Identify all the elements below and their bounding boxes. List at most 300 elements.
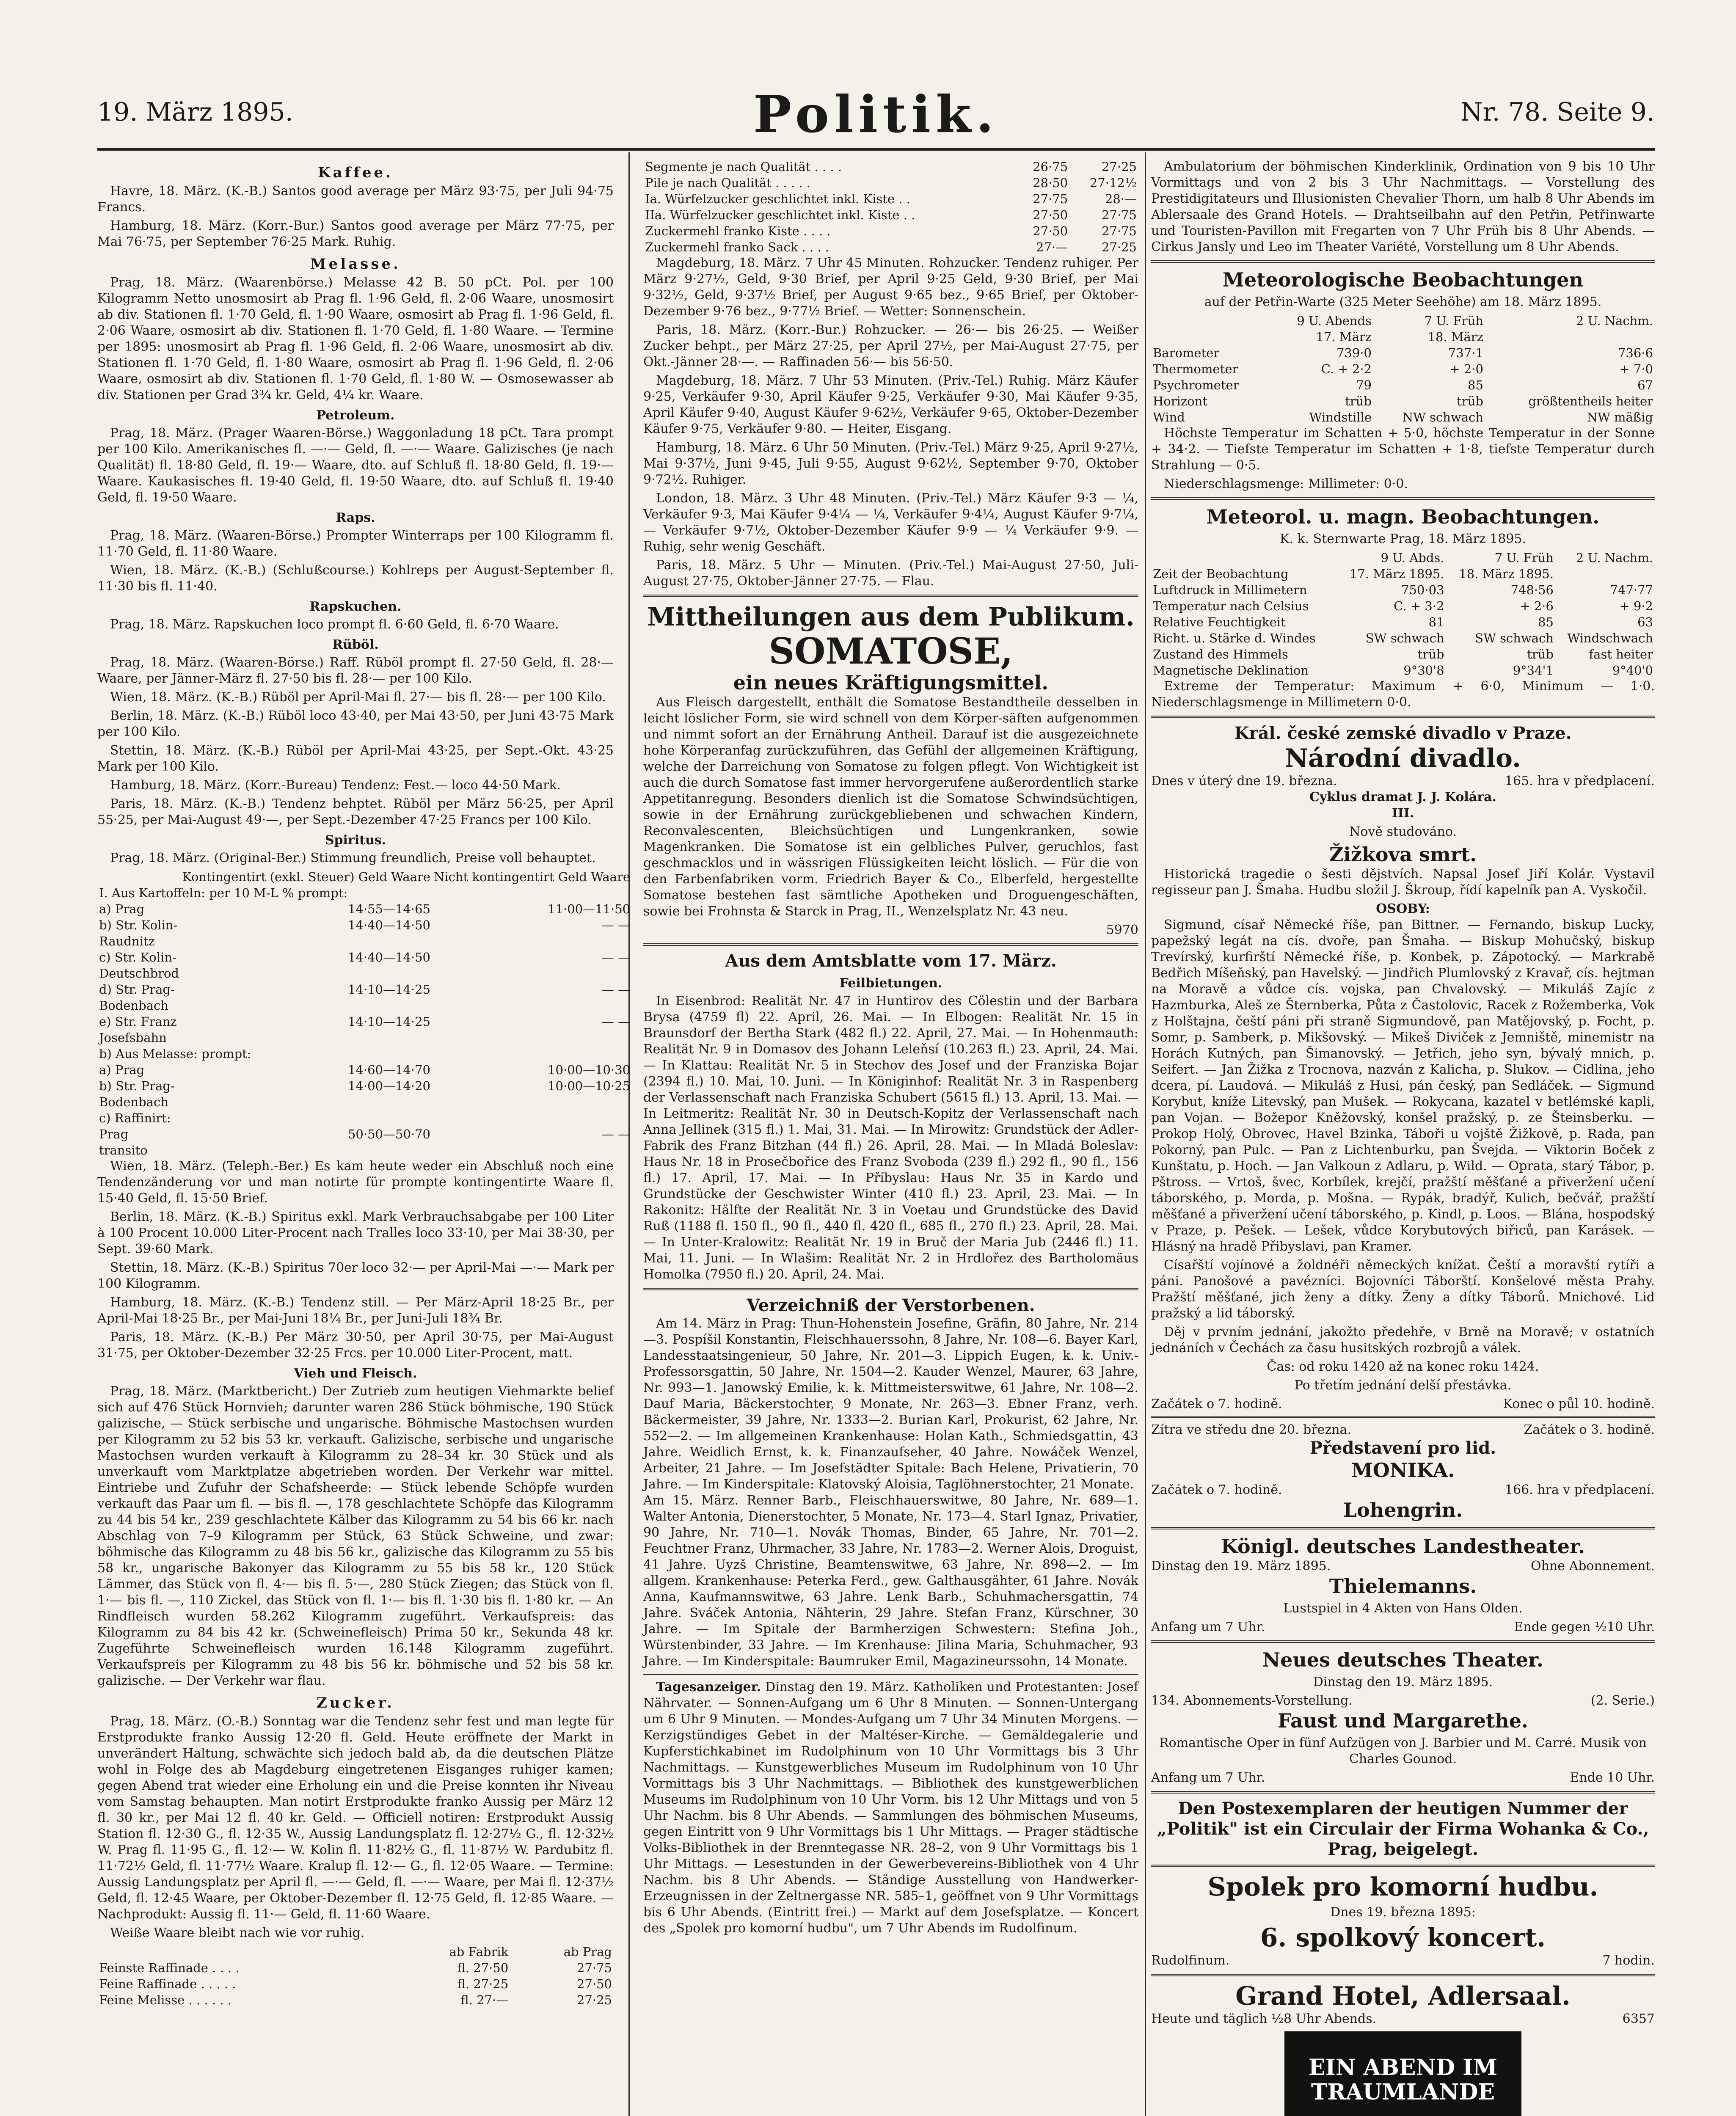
petroleum-section xyxy=(97,425,614,506)
paragraph: Weiße Waare bleibt nach wie vor ruhig. xyxy=(110,1926,365,1940)
narodni-subscription2: 166. hra v předplacení. xyxy=(1505,1482,1655,1497)
narodni-lohengrin: Lohengrin. xyxy=(1343,1499,1463,1521)
table-row xyxy=(97,1992,614,2008)
table-row xyxy=(97,1960,614,1976)
table-cell: 27·12½ xyxy=(1089,176,1137,190)
paragraph: Stettin, 18. März. (K.-B.) Rüböl per April-Mai 43·25, per Sept.-Okt. 43·25 Mark per 100 Kilo. xyxy=(97,743,614,774)
spolek-line xyxy=(1151,1953,1655,1969)
divider xyxy=(1151,497,1655,500)
table-cell: 14·40—14·50 xyxy=(347,950,431,964)
paragraph: Paris, 18. März. 5 Uhr — Minuten. (Priv.-Tel.) Mai-August 27·50, Juli-August 27·75, Oktober-Jänner 27·75. — Flau. xyxy=(643,558,1138,589)
table-cell: 748·56 xyxy=(1510,583,1554,597)
table-cell: fl. 27·25 xyxy=(457,1977,509,1991)
column-weather-theatre xyxy=(1151,159,1655,2116)
table-cell: 14·55—14·65 xyxy=(347,902,431,916)
tagesanzeiger-cont: Ambulatorium der böhmischen Kinderklinik, Ordination von 9 bis 10 Uhr Vormittags und von 2 bis 3 Uhr Nachmittags. — Vorstellung des Prestidigitateurs und Illusionisten Chevalier Thorn, um halb 8 Uhr Abends im Ablersaale des Grand Hotels. — Drahtseilbahn auf den Petřin, Petřinwarte und Touristen-Pavillon mit Fregarten von 7 Uhr Früh bis 8 Uhr Abends. — Cirkus Jansly und Leo im Theater Variété, Vorstellung um 8 Uhr Abends. xyxy=(1151,159,1655,254)
spiritus-table xyxy=(97,869,632,1158)
table-cell: 11·00—11·50 xyxy=(548,902,631,916)
table-cell: — — xyxy=(601,982,631,997)
landestheater-start: Anfang um 7 Uhr. xyxy=(1151,1620,1265,1634)
feilbietungen-title: Feilbietungen. xyxy=(839,976,942,991)
table-cell: Richt. u. Stärke d. Windes xyxy=(1153,631,1316,645)
table-cell: SW schwach xyxy=(1475,631,1554,645)
table-cell: d) Str. Prag-Bodenbach xyxy=(99,982,175,1013)
divider xyxy=(1151,1865,1655,1867)
table-cell: Pile je nach Qualität . . . . . xyxy=(645,176,810,190)
table-cell: 14·00—14·20 xyxy=(347,1079,431,1093)
table-cell: C. + 2·2 xyxy=(1321,362,1372,376)
table-row xyxy=(643,207,1138,223)
traumlande-banner: EIN ABEND IM TRAUMLANDE xyxy=(1284,2031,1521,2116)
grand-hotel-line xyxy=(1151,2011,1655,2027)
zucker-rows-cont xyxy=(643,159,1138,255)
table-cell: Magnetische Deklination xyxy=(1153,663,1309,678)
table-cell: Ia. Würfelzucker geschlichtet inkl. Kiste . . xyxy=(645,192,910,206)
landestheater-abonnement: Ohne Abonnement. xyxy=(1531,1559,1655,1573)
table-cell: 63 xyxy=(1637,615,1653,629)
table-cell: I. Aus Kartoffeln: per 10 M-L % prompt: xyxy=(99,886,348,900)
table-cell: 85 xyxy=(1468,378,1483,392)
tagesanzeiger-title: Tagesanzeiger. xyxy=(656,1680,761,1694)
table-cell: Zustand des Himmels xyxy=(1153,647,1288,661)
table-cell: C. + 3·2 xyxy=(1394,599,1444,613)
table-header-row xyxy=(97,869,632,885)
divider xyxy=(1151,1640,1655,1643)
table-cell: Barometer xyxy=(1153,346,1220,360)
narodni-cast-extra: Císařští vojínové a žoldnéři německých knížat. Čeští a moravští rytíři a páni. Panošové a pavézníci. Bojovníci Táborští. Konšelové města Prahy. Pražští měšťané, jich ženy a dítky. Ženy a dítky Táborů. Mnichové. Lid pražský a lid táborský. xyxy=(1151,1258,1655,1321)
spolek-date: Dnes 19. března 1895: xyxy=(1330,1905,1476,1920)
table-cell: Windstille xyxy=(1309,410,1372,424)
table-cell: Feinste Raffinade . . . . xyxy=(99,1961,240,1975)
table-cell: — — xyxy=(601,918,631,932)
table-row xyxy=(1151,614,1655,630)
landestheater-date: Dinstag den 19. März 1895. xyxy=(1151,1559,1331,1573)
narodni-osoby: OSOBY: xyxy=(1376,901,1430,916)
table-row xyxy=(97,1110,632,1126)
table-cell: 18. März 1895. xyxy=(1459,567,1554,581)
table-cell: Zeit der Beobachtung xyxy=(1153,567,1289,581)
issue-date: 19. März 1895. xyxy=(97,97,293,127)
table-cell: 747·77 xyxy=(1610,583,1653,597)
verstorbene-text: Am 14. März in Prag: Thun-Hohenstein Josefine, Gräfin, 80 Jahre, Nr. 214—3. Pospíšil Konstantin, Fleischhauerssohn, 8 Jahre, Nr. 108—6. Bayer Karl, Landesstaatsingenieur, 50 Jahre, Nr. 201—3. Lippich Eugen, k. k. Univ.-Professorsgattin, 50 Jahre, Nr. 1504—2. Kauder Wenzel, Maurer, 63 Jahre, Nr. 993—1. Janowský Emilie, k. k. Mittmeisterswitwe, 61 Jahre, Nr. 108—2. Dauf Maria, Bäckerstochter, 9 Monate, Nr. 263—3. Ebner Franz, verh. Bäckermeister, 39 Jahre, Nr. 1333—2. Burian Karl, Prokurist, 62 Jahre, Nr. 552—2. — Im allgemeinen Krankenhause: Holan Kath., Schmiedsgattin, 43 Jahre. Weidlich Ernst, k. k. Finanzaufseher, 40 Jahre. Nowáček Wenzel, Arbeiter, 21 Jahre. — Im Josefstädter Spitale: Bach Helene, Privatierin, 70 Jahre. — Im Kinderspitale: Klatovský Aloisia, Taglöhnerstochter, 21 Monate. Am 15. März. Renner Barb., Fleischhauerswitwe, 80 Jahre, Nr. 689—1. Walter Antonia, Dienerstochter, 5 Monate, Nr. 173—4. Starl Ignaz, Privatier, 90 Jahre, Nr. 710—1. Novák Thomas, Binder, 65 Jahre, Nr. 701—2. Feuchtner Franz, Uhrmacher, 33 Jahre, Nr. 1783—2. Werner Alois, Droguist, 41 Jahre. Uyzš Christine, Beamtenswitwe, 63 Jahre, Nr. 898—2. — Im allgem. Krankenhause: Peterka Ferd., gew. Galthausgähter, 61 Jahre. Novák Anna, Kaufmannswitwe, 63 Jahre. Lenk Barb., Schuhmachersgattin, 74 Jahre. Sváček Antonia, Nähterin, 29 Jahre. Stefan Franz, Kürschner, 30 Jahre. — Im Spitale der Barmherzigen Schwestern: Stefina Joh., Würstenbinder, 33 Jahre. — Im Krenhause: Jilina Maria, Schuhmacher, 93 Jahre. — Im Kinderspitale: Baumruker Emil, Magazineurssohn, 14 Monate. xyxy=(643,1316,1138,1669)
paragraph: Stettin, 18. März. (K.-B.) Spiritus 70er loco 32·— per April-Mai —·— Mark per 100 Kilogramm. xyxy=(97,1260,614,1291)
table-row xyxy=(1151,393,1655,409)
table-cell xyxy=(1485,329,1655,345)
table-cell: 27·75 xyxy=(1033,192,1068,206)
paragraph: Havre, 18. März. (K.-B.) Santos good average per März 93·75, per Juli 94·75 Francs. xyxy=(97,184,614,215)
issue-number: Nr. 78. Seite 9. xyxy=(1460,97,1655,127)
table-cell xyxy=(1151,550,1336,566)
table-cell: a) Prag xyxy=(99,1063,145,1077)
paragraph: Prag, 18. März. (Marktbericht.) Der Zutrieb zum heutigen Viehmarkte belief sich auf 476 Stück Hornvieh; darunter waren 286 Stück böhmische, 190 Stück galizische, — Stück serbische und ungarische. Böhmische Mastochsen wurden per Kilogramm zu 52 bis 53 kr. verkauft. Galizische, serbische und ungarische Mastochsen wurden verkauft à Kilogramm zu 28–34 kr. 30 Stück und als unverkauft vom Marktplatze abgetrieben worden. Der Verkehr war mittel. Eintriebe und Zufuhr der Schafsheerde: — Stück lebende Schöpfe wurden verkauft das Paar um fl. — bis fl. —, 178 geschlachtete Schöpfe das Kilogramm zu 44 bis 54 kr., 239 geschlachtete Kälber das Kilogramm zu 54 bis 66 kr. nach Abschlag von 7–9 Kilogramm per Stück, 63 Stück Schweine, und zwar: böhmische das Kilogramm zu 48 bis 56 kr., galizische das Kilogramm zu 55 bis 58 kr., ungarische Bakonyer das Kilogramm zu 55 bis 58 kr., 120 Stück Lämmer, das Stück von fl. 4·— bis fl. 5·—, 280 Stück Ziegen; das Stück von fl. 1·— bis fl. —, 110 Zickel, das Stück von fl. 1·— bis fl. 1·30 bis fl. 1·80 kr. — An Rindfleisch wurden 58.262 Kilogramm zugeführt. Verkaufspreis: das Kilogramm zu 84 bis 42 kr. (Schweinefleisch) Prima 50 kr., Sekunda 48 kr. Zugeführte Schweinefleisch wurden 16.148 Kilogramm zugeführt. Verkaufspreis per Kilogramm zu 48 bis 56 kr. böhmische und 52 bis 58 kr. galizische. — Der Verkehr war flau. xyxy=(97,1384,614,1688)
tagesanzeiger-text: Dinstag den 19. März. Katholiken und Protestanten: Josef Nährvater. — Sonnen-Aufgang um 6 Uhr 8 Minuten. — Sonnen-Untergang um 6 Uhr 9 Minuten. — Mondes-Aufgang um 7 Uhr 34 Minuten Morgens. — Kerzigstündiges Gebet in der Maltéser-Kirche. — Gemäldegalerie und Kupferstichkabinet im Rudolphinum von 10 Uhr Vormittags bis 3 Uhr Nachmittags. — Kunstgewerbliches Museum im Rudolphinum von 10 Uhr Vormittags bis 3 Uhr Nachmittags. — Bibliothek des kunstgewerblichen Museums im Rudolphinum von 10 Uhr Vorm. bis 12 Uhr Mittags und von 5 Uhr Nachm. bis 8 Uhr Abends. — Sammlungen des böhmischen Museums, gegen Eintritt von 9 Uhr Vormittags bis 1 Uhr Mittags. — Prager städtische Volks-Bibliothek in der Brenntegasse NR. 28–2, von 9 Uhr Vormittags bis 1 Uhr Mittags. — Lesestunden in der Gewerbevereins-Bibliothek von 4 Uhr Nachm. bis 8 Uhr Abends. — Ständige Ausstellung von Handwerker-Erzeugnissen in der Zeltnergasse NR. 585–1, geöffnet von 9 Uhr Vormittags bis 6 Uhr Abends. (Eintritt frei.) — Markt auf dem Josefsplatze. — Koncert des „Spolek pro komorní hudbu", um 7 Uhr Abends im Rudolfinum. xyxy=(643,1680,1138,1936)
meteorology-table xyxy=(1151,313,1655,425)
table-cell: NW mäßig xyxy=(1587,410,1653,424)
landestheater-desc: Lustspiel in 4 Akten von Hans Olden. xyxy=(1283,1601,1523,1616)
table-cell: 2 U. Nachm. xyxy=(1576,551,1653,565)
paragraph: Hamburg, 18. März. 6 Uhr 50 Minuten. (Priv.-Tel.) März 9·25, April 9·27½, Mai 9·37½, Juni 9·45, Juli 9·55, August 9·62½, September 9·70, Oktober 9·72½. Ruhiger. xyxy=(643,440,1138,487)
table-cell: trüb xyxy=(1457,394,1483,408)
table-cell: 18. März xyxy=(1427,330,1483,344)
neues-theater-end: Ende 10 Uhr. xyxy=(1570,1770,1655,1785)
table-cell: + 9·2 xyxy=(1619,599,1653,613)
table-cell: SW schwach xyxy=(1365,631,1444,645)
table-header-row xyxy=(97,1944,614,1960)
table-cell: 14·60—14·70 xyxy=(347,1063,431,1077)
table-cell: 14·10—14·25 xyxy=(347,982,431,997)
paragraph: Paris, 18. März. (K.-B.) Per März 30·50, per April 30·75, per Mai-August 31·75, per Oktober-Dezember 32·25 Frcs. per 10.000 Liter-Procent, matt. xyxy=(97,1330,614,1361)
table-cell: 750·03 xyxy=(1401,583,1444,597)
paragraph: Hamburg, 18. März. (Korr.-Bur.) Santos good average per März 77·75, per Mai 76·75, per September 76·25 Mark. Ruhig. xyxy=(97,218,614,249)
spolek-title: Spolek pro komorní hudbu. xyxy=(1207,1872,1598,1902)
table-cell: trüb xyxy=(1345,394,1372,408)
table-row xyxy=(643,223,1138,239)
table-cell: 9°40'0 xyxy=(1612,663,1653,678)
table-cell: 9°34'1 xyxy=(1513,663,1554,678)
grand-hotel-num: 6357 xyxy=(1622,2011,1655,2026)
table-cell: 10·00—10·25 xyxy=(548,1079,631,1093)
meteorology-rows xyxy=(1151,345,1655,425)
narodni-cycle: Cyklus dramat J. J. Kolára. xyxy=(1309,790,1496,805)
paragraph: Hamburg, 18. März. (K.-B.) Tendenz still. — Per März-April 18·25 Br., per April-Mai 18·25 Br., per Mai-Juni 18¼ Br., per Juni-Juli 18¾ Br. xyxy=(97,1295,614,1326)
table-cell: Feine Raffinade . . . . . xyxy=(99,1977,236,1991)
section-title-vieh: Vieh und Fleisch. xyxy=(294,1366,417,1381)
table-cell: Windschwach xyxy=(1567,631,1653,645)
spiritus-rows-melasse xyxy=(97,1062,632,1110)
table-cell: c) Raffinirt: xyxy=(99,1111,171,1125)
paragraph: Paris, 18. März. (Korr.-Bur.) Rohzucker. — 26·— bis 26·25. — Weißer Zucker behpt., per März 27·25, per April 27½, per Mai-August 27·75, per Okt.-Jänner 28·—. — Raffinaden 56·— bis 56·50. xyxy=(643,322,1138,369)
paragraph: Prag, 18. März. (Waaren-Börse.) Raff. Rüböl prompt fl. 27·50 Geld, fl. 28·— Waare, per Jänner-März fl. 27·50 bis fl. 28·— per 100 Kilo. xyxy=(97,655,614,686)
meteorology-title: Meteorologische Beobachtungen xyxy=(1223,268,1583,291)
section-title-raps: Raps. xyxy=(336,510,375,525)
somatose-subtitle: ein neues Kräftigungsmittel. xyxy=(733,671,1049,694)
table-cell: 27·— xyxy=(1036,240,1068,254)
table-cell: 14·10—14·25 xyxy=(347,1014,431,1029)
table-cell: Segmente je nach Qualität . . . . xyxy=(645,160,842,174)
meteorology-notes xyxy=(1151,425,1655,492)
landestheater-date-line xyxy=(1151,1558,1655,1574)
table-row xyxy=(97,1046,632,1062)
table-cell: 50·50—50·70 xyxy=(347,1127,431,1141)
table-cell: 27·25 xyxy=(576,1993,612,2007)
paragraph: Prag, 18. März. (Prager Waaren-Börse.) Waggonladung 18 pCt. Tara prompt per 100 Kilo. Amerikanisches fl. —·— Geld, fl. —·— Waare. Galizisches (je nach Qualität) fl. 18·80 Geld, fl. 19·— Waare, dto. auf Schluß fl. 18·80 Geld, fl. 19·— Waare. Kaukasisches fl. 19·40 Geld, fl. 19·50 Waare, dto. auf Schluß fl. 19·40 Geld, fl. 19·50 Waare. xyxy=(97,426,614,505)
table-cell: fast heiter xyxy=(1589,647,1653,661)
divider xyxy=(1151,1974,1655,1976)
landestheater-title: Königl. deutsches Landestheater. xyxy=(1221,1535,1585,1558)
section-title-spiritus: Spiritus. xyxy=(325,833,386,848)
amtsblatt-title: Aus dem Amtsblatte vom 17. März. xyxy=(725,951,1057,971)
table-cell: ab Fabrik xyxy=(449,1945,509,1959)
landestheater-end: Ende gegen ½10 Uhr. xyxy=(1514,1620,1655,1634)
table-row xyxy=(97,917,632,949)
paragraph: Prag, 18. März. (Waaren-Börse.) Prompter Winterraps per 100 Kilogramm fl. 11·70 Geld, fl. 11·80 Waare. xyxy=(97,528,614,559)
zucker-reports xyxy=(643,255,1138,590)
table-cell: + 2·6 xyxy=(1520,599,1554,613)
table-cell xyxy=(1555,566,1655,582)
table-cell: 14·40—14·50 xyxy=(347,918,431,932)
table-cell: trüb xyxy=(1527,647,1554,661)
table-cell: 81 xyxy=(1428,615,1444,629)
raps-section xyxy=(97,528,614,595)
narodni-cast: Sigmund, císař Německé říše, pan Bittner. — Fernando, biskup Lucky, papežský legát na cís. dvoře, pan Šmaha. — Biskup Mohučský, biskup Trevírský, kurfirští Německé říše, p. Konbek, p. Zápotocký. — Markrabě Bedřich Míšeňský, pan Havelský. — Jindřich Plumlovský z Kravař, cís. hejtman na Moravě a vůdce cís. vojska, pan Chvalovský. — Mikuláš Zajíc z Hazmburka, Aleš ze Šternberka, Půta z Častolovic, Racek z Rožemberka, Vok z Holštajna, čeští páni při straně Sigmundově, pan Matějovský, p. Focht, p. Somr, p. Samberk, p. Mikšovský. — Mikeš Diviček z Jemniště, minemistr na Horách Kutných, pan Šimanovský. — Jetřich, jeho syn, bývalý mnich, p. Seifert. — Jan Žižka z Trocnova, nazván z Kalicha, p. Slukov. — Cidlina, jeho dcera, pí. Laudová. — Mikuláš z Husi, pán český, pan Sedláček. — Sigmund Korybut, kníže Litevský, pan Mušek. — Rokycana, kazatel v betlémské kapli, pan Vojan. — Božepor Kněžovský, konšel pražský, p. ze Šteinsberku. — Prokop Holý, Obrovec, Havel Bzinka, Táboři u vojště Žižkově, p. Rada, pan Pokorný, pan Pulc. — Pan z Lichtenburku, pan Švejda. — Viktorin Boček z Kunštatu, p. Hoch. — Jan Valkoun z Adlaru, p. Wild. — Oprata, starý Tábor, p. Pštross. — Vrtoš, švec, Korbílek, krejčí, pražští měšťané a přiveržení učení táborského, p. Morda, p. Mošna. — Rypák, bradýř, Kulich, bečvář, pražští měšťané a přiveržení učení táborského, p. Kindl, p. Loos. — Blána, hospodský v Praze, p. Pešek. — Lešek, vůdce Korybutových biřiců, pan Karásek. — Hlásný na hradě Přibyslavi, pan Kramer. xyxy=(1151,917,1655,1254)
table-cell: 28·50 xyxy=(1033,176,1068,190)
melasse-section xyxy=(97,275,614,403)
table-cell: Nicht kontingentirt Geld Waare xyxy=(434,870,631,884)
paragraph: Prag, 18. März. (O.-B.) Sonntag war die Tendenz sehr fest und man legte für Erstprodukte franko Aussig 12·20 fl. Geld. Heute eröffnete der Markt in unverändert Haltung, schwächte sich jedoch bald ab, da die deutschen Plätze wohl in Folge des ab Magdeburg eingetretenen Eisganges ruhiger kamen; gegen Abend trat wieder eine Erholung ein und die Preise konnten ihr Niveau vom Samstag behaupten. Man notirt Erstprodukte franko Aussig per März 12 fl. 30 kr., per Mai 12 fl. 40 kr. Geld. — Officiell notiren: Erstprodukt Aussig Station fl. 12·30 G., fl. 12·35 W., Aussig Landungsplatz fl. 12·27½ G., fl. 12·32½ W. Prag fl. 11·95 G., fl. 12·— W. Kolin fl. 11·82½ G., fl. 11·87½ W. Pardubitz fl. 11·72½ Geld, fl. 11·77½ Waare. Kralup fl. 12·— G., fl. 12·05 Waare. — Termine: Aussig Landungsplatz per April fl. —·— Geld, fl. —·— Waare, per Mai fl. 12·37½ Geld, fl. 12·45 Waare, per Oktober-Dezember fl. 12·75 Geld, fl. 12·85 Waare. — Nachprodukt: Aussig fl. 11·— Geld, fl. 11·60 Waare. xyxy=(97,1714,614,1922)
page-title: Politik. xyxy=(753,85,999,144)
narodni-pause: Po třetím jednání delší přestávka. xyxy=(1294,1378,1512,1393)
page-header xyxy=(97,85,1655,152)
table-cell: a) Prag xyxy=(99,902,145,916)
spiritus-intro: Prag, 18. März. (Original-Ber.) Stimmung freundlich, Preise voll behauptet. xyxy=(110,851,596,865)
column-divider xyxy=(1145,152,1146,2116)
paragraph: Hamburg, 18. März. (Korr.-Bureau) Tendenz: Fest.— loco 44·50 Mark. xyxy=(110,778,561,793)
narodni-line2 xyxy=(1151,1482,1655,1498)
zucker-price-table-cont xyxy=(643,159,1138,255)
zucker-section xyxy=(97,1714,614,1941)
narodni-play-title: Žižkova smrt. xyxy=(1329,843,1477,866)
table-cell: 7 U. Früh xyxy=(1494,551,1554,565)
table-cell: 17. März xyxy=(1316,330,1372,344)
narodni-next-line xyxy=(1151,1422,1655,1438)
rapskuchen-section xyxy=(97,617,614,633)
table-row xyxy=(643,159,1138,175)
table-row xyxy=(1151,598,1655,614)
magnetic-notes xyxy=(1151,678,1655,711)
paragraph: Höchste Temperatur im Schatten + 5·0, höchste Temperatur in der Sonne + 34·2. — Tiefste Temperatur im Schatten + 1·8, tiefste Temperatur durch Strahlung — 0·5. xyxy=(1151,426,1655,473)
table-cell: e) Str. Franz Josefsbahn xyxy=(99,1014,177,1045)
narodni-start2: Začátek o 7. hodině. xyxy=(1151,1482,1282,1497)
table-cell: 7 U. Früh xyxy=(1424,314,1483,328)
table-cell: Thermometer xyxy=(1153,362,1238,376)
narodni-start: Začátek o 7. hodině. xyxy=(1151,1397,1282,1411)
table-cell: b) Aus Melasse: prompt: xyxy=(99,1047,251,1061)
section-title-petroleum: Petroleum. xyxy=(316,408,395,423)
header-rule xyxy=(97,148,1655,151)
table-header-row xyxy=(1151,313,1655,329)
spolek-time: 7 hodin. xyxy=(1602,1953,1655,1968)
table-cell: 27·25 xyxy=(1101,240,1137,254)
table-row xyxy=(643,175,1138,191)
paragraph: London, 18. März. 3 Uhr 48 Minuten. (Priv.-Tel.) März Käufer 9·3 — ¼, Verkäufer 9·3, Mai Käufer 9·4¼ — ¼, Verkäufer 9·4¼, August Käufer 9·7¼, — Verkäufer 9·7½, Oktober-Dezember Käufer 9·9 — ¼ Verkäufer 9·9. — Ruhig, sehr wenig Geschäft. xyxy=(643,491,1138,554)
grand-hotel-time: Heute und täglich ½8 Uhr Abends. xyxy=(1151,2011,1377,2026)
table-cell: 27·50 xyxy=(1033,208,1068,222)
narodni-roman: III. xyxy=(1392,806,1414,821)
paragraph: Berlin, 18. März. (K.-B.) Spiritus exkl. Mark Verbrauchsabgabe per 100 Liter à 100 Procent 10.000 Liter-Procent nach Tralles loco 33·10, per Mai 38·30, per Sept. 39·60 Mark. xyxy=(97,1210,614,1256)
narodni-next-start: Začátek o 3. hodině. xyxy=(1524,1422,1655,1437)
divider xyxy=(643,943,1138,946)
narodni-divadlo-title: Národní divadlo. xyxy=(1285,744,1521,773)
divider xyxy=(643,595,1138,597)
narodni-monika: MONIKA. xyxy=(1351,1459,1455,1482)
table-row xyxy=(1151,646,1655,662)
paragraph: Wien, 18. März. (Teleph.-Ber.) Es kam heute weder ein Abschluß noch eine Tendenzänderung vor und man notirte für prompte kontingentirte Waare fl. 15·40 Geld, fl. 15·50 Brief. xyxy=(97,1159,614,1206)
table-cell: 2 U. Nachm. xyxy=(1576,314,1653,328)
spiritus-rows-raffinirt xyxy=(97,1126,632,1158)
neues-theater-time-line xyxy=(1151,1770,1655,1786)
table-cell: — — xyxy=(601,1014,631,1029)
table-cell xyxy=(97,1944,385,1960)
table-cell: 739·0 xyxy=(1336,346,1372,360)
spiritus-rows xyxy=(97,901,632,1046)
section-title-zucker: Zucker. xyxy=(316,1694,395,1711)
narodni-description: Historická tragedie o šesti dějstvích. Napsal Josef Jiří Kolár. Vystavil regisseur pan J. Šmaha. Hudbu složil J. Škroup, řídí kapelník pan A. Vyskočil. xyxy=(1151,867,1655,898)
paragraph: Prag, 18. März. (Waarenbörse.) Melasse 42 B. 50 pCt. Pol. per 100 Kilogramm Netto unosmosirt ab Prag fl. 1·96 Geld, fl. 2·06 Waare, unosmosirt ab div. Stationen fl. 1·70 Geld, fl. 1·90 Waare, osmosirt ab Prag fl. 1·96 Geld, fl. 2·06 Waare, osmosirt ab div. Stationen fl. 1·70 Geld, fl. 1·80 Waare. — Termine per 1895: unosmosirt ab Prag fl. 1·96 Geld, fl. 2·06 Waare, unosmosirt ab div. Stationen fl. 1·70 Geld, fl. 1·80 Waare, osmosirt ab Prag fl. 1·96 Geld, fl. 2·06 Waare, osmosirt ab div. Stationen fl. 1·70 Geld, fl. 1·80 W. — Osmosewasser ab div. Stationen per Grad 3¾ kr. Geld, 4¼ kr. Waare. xyxy=(97,275,614,402)
table-cell: Horizont xyxy=(1153,394,1207,408)
narodni-next-date: Zítra ve středu dne 20. března. xyxy=(1151,1422,1352,1437)
table-cell: 79 xyxy=(1356,378,1372,392)
table-cell: 9°30'8 xyxy=(1403,663,1444,678)
neues-theater-line xyxy=(1151,1693,1655,1709)
table-row xyxy=(97,885,632,901)
table-cell: 10·00—10·30 xyxy=(548,1063,631,1077)
kaffee-section xyxy=(97,183,614,250)
zucker-price-table xyxy=(97,1944,614,2008)
table-row xyxy=(643,191,1138,207)
table-cell: Feine Melisse . . . . . . xyxy=(99,1993,231,2007)
table-cell: Psychrometer xyxy=(1153,378,1239,392)
table-cell: größtentheils heiter xyxy=(1528,394,1653,408)
table-row xyxy=(1151,409,1655,425)
paragraph: Paris, 18. März. (K.-B.) Tendenz behptet. Rüböl per März 56·25, per April 55·25, per Mai-August 49·—, per Sept.-Dezember 47·25 Francs per 100 Kilo. xyxy=(97,796,614,827)
magnetic-table xyxy=(1151,550,1655,678)
table-cell: Kontingentirt (exkl. Steuer) Geld Waare xyxy=(182,870,431,884)
table-row xyxy=(1151,582,1655,598)
table-row xyxy=(97,1078,632,1110)
table-row xyxy=(97,901,632,917)
table-cell: 17. März 1895. xyxy=(1349,567,1444,581)
table-cell: NW schwach xyxy=(1402,410,1483,424)
post-notice: Den Postexemplaren der heutigen Nummer der „Politik" ist ein Circulair der Firma Wohanka & Co., Prag, beigelegt. xyxy=(1157,1799,1649,1859)
column-notices xyxy=(643,159,1138,2116)
divider xyxy=(1151,1791,1655,1794)
table-cell: 736·6 xyxy=(1618,346,1653,360)
neues-theater-desc: Romantische Oper in fünf Aufzügen von J. Barbier und M. Carré. Musik von Charles Gounod. xyxy=(1159,1736,1647,1766)
table-cell: + 2·0 xyxy=(1449,362,1483,376)
section-title-rapskuchen: Rapskuchen. xyxy=(309,599,402,614)
paragraph: Magdeburg, 18. März. 7 Uhr 53 Minuten. (Priv.-Tel.) Ruhig. März Käufer 9·25, Verkäufer 9·30, April Käufer 9·25, Verkäufer 9·30, Mai Käufer 9·35, April Käufer 9·40, August Käufer 9·62½, Verkäufer 9·65, Oktober-Dezember Käufer 9·75, Verkäufer 9·80. — Heiter, Eisgang. xyxy=(643,373,1138,436)
table-row xyxy=(1151,566,1655,582)
paragraph: Wien, 18. März. (K.-B.) (Schlußcourse.) Kohlreps per August-September fl. 11·30 bis fl. 11·40. xyxy=(97,563,614,594)
table-cell: 737·1 xyxy=(1448,346,1483,360)
narodni-subscription: 165. hra v předplacení. xyxy=(1505,774,1655,788)
table-row xyxy=(643,239,1138,255)
table-cell: IIa. Würfelzucker geschlichtet inkl. Kiste . . xyxy=(645,208,915,222)
spolek-venue: Rudolfinum. xyxy=(1151,1953,1230,1968)
table-row xyxy=(1151,377,1655,393)
magnetic-rows xyxy=(1151,566,1655,678)
table-cell: 27·75 xyxy=(576,1961,612,1975)
divider xyxy=(643,1288,1138,1290)
table-cell: Temperatur nach Celsius xyxy=(1153,599,1309,613)
table-row xyxy=(1151,662,1655,678)
table-cell: 85 xyxy=(1538,615,1554,629)
feilbietungen-text: In Eisenbrod: Realität Nr. 47 in Huntirov des Cölestin und der Barbara Brysa (4759 fl) 22. April, 26. Mai. — In Elbogen: Realität Nr. 15 in Braunsdorf der Bertha Stark (482 fl.) 22. April, 27. Mai. — In Hohenmauth: Realität Nr. 9 in Domasov des Johann Leleňsí (10.263 fl.) 23. April, 24. Mai. — In Klattau: Realität Nr. 5 in Stechov des Josef und der Franziska Bojar (2394 fl.) 10. Mai, 10. Juni. — In Königinhof: Realität Nr. 3 in Raspenberg der Verlassenschaft nach Franziska Schubert (5615 fl.) 13. April, 13. Mai. — In Leitmeritz: Realität Nr. 30 in Deutsch-Kopitz der Verlassenschaft nach Anna Jellinek (315 fl.) 1. Mai, 31. Mai. — In Mirowitz: Grundstück der Adler-Fabrik des Franz Bitzhan (44 fl.) 26. April, 28. Mai. — In Mladá Boleslav: Haus Nr. 18 in Prosečbořice des Franz Svoboda (239 fl.) 292 fl., 90 fl., 156 fl.) 17. April, 17. Mai. — In Příbyslau: Haus Nr. 35 in Kardo und Grundstücke der Geschwister Winter (410 fl.) 23. April, 23. Mai. — In Rakonitz: Hälfte der Realität Nr. 3 in Voetau und Grundstücke des David Ruß (1188 fl. 150 fl., 90 fl., 440 fl. 420 fl., 685 fl., 270 fl.) 23. April, 28. Mai. — In Unter-Kralowitz: Realität Nr. 19 in Bruč der Maria Jub (2446 fl.) 11. Mai, 11. Juni. — In Wlašim: Realität Nr. 2 in Hrdlořez des Bartholomäus Homolka (7950 fl.) 20. April, 24. Mai. xyxy=(643,994,1138,1282)
table-row xyxy=(97,981,632,1014)
narodni-title: Král. české zemské divadlo v Praze. xyxy=(1234,723,1572,743)
landestheater-play: Thielemanns. xyxy=(1329,1575,1477,1598)
zucker-rows xyxy=(97,1960,614,2008)
table-row xyxy=(97,1126,632,1158)
table-cell: ab Prag xyxy=(563,1945,612,1959)
meteorology-subtitle: auf der Petřin-Warte (325 Meter Seehöhe) am 18. März 1895. xyxy=(1204,295,1602,309)
table-cell: Zuckermehl franko Sack . . . . xyxy=(645,240,829,254)
paragraph: Niederschlagsmenge: Millimeter: 0·0. xyxy=(1164,477,1408,491)
table-cell: 28·— xyxy=(1105,192,1137,206)
grand-hotel-title: Grand Hotel, Adlersaal. xyxy=(1235,1981,1571,2011)
tagesanzeiger xyxy=(643,1679,1138,1937)
table-cell: Luftdruck in Millimetern xyxy=(1153,583,1307,597)
table-cell: — — xyxy=(601,1127,631,1141)
table-cell: fl. 27·— xyxy=(460,1993,509,2007)
narodni-nove: Nově studováno. xyxy=(1349,824,1457,839)
table-cell: 27·25 xyxy=(1101,160,1137,174)
table-cell: 9 U. Abds. xyxy=(1381,551,1444,565)
neues-theater-serie: (2. Serie.) xyxy=(1590,1693,1655,1708)
magnetic-title: Meteorol. u. magn. Beobachtungen. xyxy=(1206,505,1600,528)
narodni-time: Čas: od roku 1420 až na konec roku 1424. xyxy=(1267,1359,1539,1374)
ruboel-section xyxy=(97,655,614,828)
table-row xyxy=(97,1014,632,1046)
somatose-title: SOMATOSE, xyxy=(769,630,1013,672)
divider xyxy=(643,1674,1138,1675)
section-title-melasse: Melasse. xyxy=(310,256,401,273)
table-cell: 26·75 xyxy=(1033,160,1068,174)
neues-theater-play: Faust und Margarethe. xyxy=(1277,1709,1529,1732)
section-title-kaffee: Kaffee. xyxy=(318,164,393,181)
table-cell: 9 U. Abends xyxy=(1297,314,1372,328)
divider xyxy=(1151,716,1655,718)
table-cell: Wind xyxy=(1153,410,1185,424)
paragraph: Wien, 18. März. (K.-B.) Rüböl per April-Mai fl. 27·— bis fl. 28·— per 100 Kilo. xyxy=(110,690,606,705)
table-cell: — — xyxy=(601,950,631,964)
table-cell: Relative Feuchtigkeit xyxy=(1153,615,1286,629)
table-cell: 27·50 xyxy=(576,1977,612,1991)
ad-number: 5970 xyxy=(1106,923,1138,937)
table-cell: Zuckermehl franko Kiste . . . . xyxy=(645,224,831,238)
table-cell: b) Str. Kolin-Raudnitz xyxy=(99,918,178,948)
neues-theater-date: Dinstag den 19. März 1895. xyxy=(1313,1675,1493,1689)
narodni-end: Konec o půl 10. hodině. xyxy=(1503,1397,1655,1411)
neues-theater-start: Anfang um 7 Uhr. xyxy=(1151,1770,1265,1785)
table-row xyxy=(97,1976,614,1992)
spiritus-section xyxy=(97,1158,614,1361)
paragraph: Prag, 18. März. Rapskuchen loco prompt fl. 6·60 Geld, fl. 6·70 Waare. xyxy=(110,617,559,632)
table-cell: 67 xyxy=(1637,378,1653,392)
paragraph: Berlin, 18. März. (K.-B.) Rüböl loco 43·40, per Mai 43·50, per Juni 43·75 Mark per 100 Kilo. xyxy=(97,708,614,739)
table-cell: 27·75 xyxy=(1101,224,1137,238)
landestheater-time-line xyxy=(1151,1619,1655,1635)
narodni-date: Dnes v úterý dne 19. března. xyxy=(1151,774,1337,788)
table-cell xyxy=(1151,313,1270,329)
somatose-text: Aus Fleisch dargestellt, enthält die Somatose Bestandtheile desselben in leicht löslicher Form, sie wird schnell von dem Körper-säften aufgenommen und nimmt sofort an der Ernährung Antheil. Darauf ist die ausgezeichnete hohe Körperanfag zurückzuführen, das Gefühl der allgemeinen Kräftigung, welche der Darreichung von Somatose zu folgen pflegt. Von Wichtigkeit ist auch die durch Somatose fast immer hervorgerufene außerordentlich starke Appetitanregung. Besonders dienlich ist die Somatose Schwindsüchtigen, sowie in der Ernährung zurückgebliebenen und schwachen Kindern, Reconvalescenten, Bleichsüchtigen und Lungenkranken, sowie Magenkranken. Die Somatose ist ein gelbliches Pulver, geruchlos, fast geschmacklos und in wässrigen Flüssigkeiten leicht löslich. — Für die von den Farbenfabriken vorm. Friedrich Bayer & Co., Elberfeld, hergestellte Somatose bestehen fast sämtliche Apotheken und Droguengeschäften, sowie bei Frohnsta & Starck in Prag, II., Wenzelsplatz Nr. 43 neu. xyxy=(643,695,1138,919)
table-cell: b) Str. Prag-Bodenbach xyxy=(99,1079,175,1109)
neues-theater-title: Neues deutsches Theater. xyxy=(1262,1648,1543,1671)
magnetic-subtitle: K. k. Sternwarte Prag, 18. März 1895. xyxy=(1279,532,1527,546)
divider xyxy=(1151,260,1655,263)
table-header-row xyxy=(1151,329,1655,345)
paragraph: Magdeburg, 18. März. 7 Uhr 45 Minuten. Rohzucker. Tendenz ruhiger. Per März 9·27½, Geld, 9·30 Brief, per April 9·25 Geld, 9·30 Brief, per Mai 9·32½, Geld, 9·37½ Brief, per August 9·65 bez., 9·65 Brief, per Oktober-Dezember 9·76 bez., 9·77½ Brief. — Wetter: Sonnenschein. xyxy=(643,256,1138,319)
narodni-predstaveni: Představení pro lid. xyxy=(1309,1438,1496,1458)
spolek-koncert: 6. spolkový koncert. xyxy=(1260,1923,1546,1953)
table-cell: + 7·0 xyxy=(1619,362,1653,376)
narodni-date-line xyxy=(1151,773,1655,789)
section-title-ruboel: Rüböl. xyxy=(332,637,379,652)
table-row xyxy=(97,949,632,981)
table-cell: trüb xyxy=(1417,647,1444,661)
table-cell xyxy=(97,869,181,885)
column-market-reports xyxy=(97,159,631,2116)
